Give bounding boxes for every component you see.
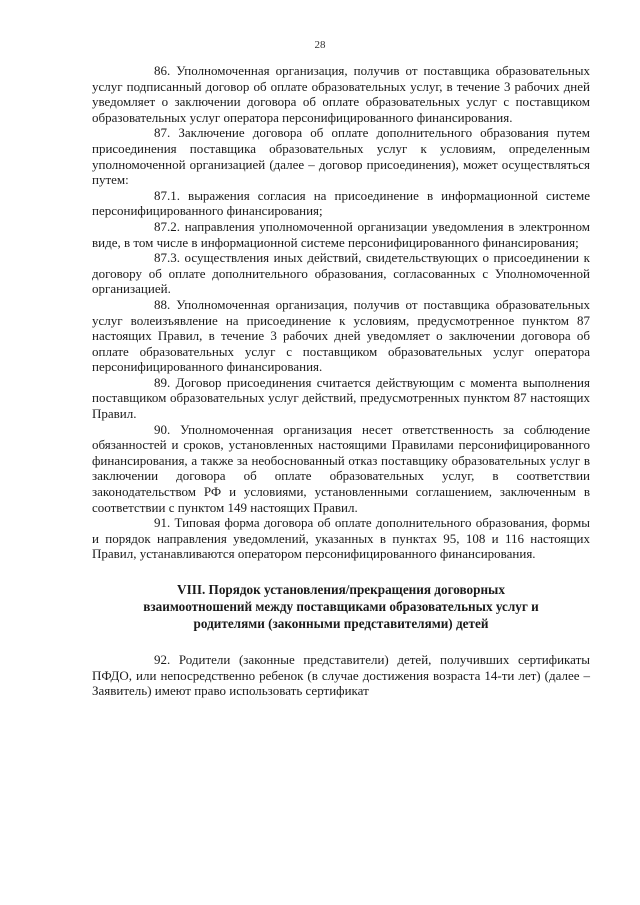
paragraph-88: 88. Уполномоченная организация, получив от поставщика образовательных услуг волеизъявление на присоединение к условиям, предусмотренное пунктом 87 настоящих Правил, в течение 3 рабочих дней уведомляет о заключении договора об оплате образовательных услуг с поставщиком образовательных услуг оператора персонифицированного финансирования. [92, 296, 590, 375]
section-heading-line-2: взаимоотношений между поставщиками образовательных услуг и [143, 599, 539, 614]
section-heading-line-1: VIII. Порядок установления/прекращения договорных [177, 582, 505, 597]
document-body [92, 63, 590, 699]
paragraph-87-3: 87.3. осуществления иных действий, свидетельствующих о присоединении к договору об оплате дополнительного образования, согласованных с Уполномоченной организацией. [92, 250, 590, 297]
paragraph-91: 91. Типовая форма договора об оплате дополнительного образования, формы и порядок направления уведомлений, указанных в пунктах 95, 108 и 116 настоящих Правил, устанавливаются оператором персонифицированного финансирования. [92, 515, 590, 562]
paragraph-87-1: 87.1. выражения согласия на присоединение в информационной системе персонифицированного финансирования; [92, 187, 590, 219]
paragraph-87-2: 87.2. направления уполномоченной организации уведомления в электронном виде, в том числе в информационной системе персонифицированного финансирования; [92, 218, 590, 250]
paragraph-87: 87. Заключение договора об оплате дополнительного образования путем присоединения поставщика образовательных услуг к условиям, определенным уполномоченной организацией (далее – договор присоединения), может осуществляться путем: [92, 125, 590, 188]
paragraph-90: 90. Уполномоченная организация несет ответственность за соблюдение обязанностей и сроков, установленных настоящими Правилами персонифицированного финансирования, а также за необоснованный отказ поставщику образовательных услуг в заключении договора об оплате образовательных услуг, в соответствии законодательством РФ и условиями, установленными соглашением, заключенным в соответствии с пунктом 149 настоящих Правил. [92, 421, 590, 515]
paragraph-92: 92. Родители (законные представители) детей, получивших сертификаты ПФДО, или непосредственно ребенок (в случае достижения возраста 14-ти лет) (далее – Заявитель) имеют право использовать сертификат [92, 652, 590, 699]
page-number: 28 [314, 39, 326, 51]
section-heading [92, 581, 590, 632]
paragraph-86: 86. Уполномоченная организация, получив от поставщика образовательных услуг подписанный договор об оплате образовательных услуг, в течение 3 рабочих дней уведомляет о заключении договора об оплате образовательных услуг с поставщиком образовательных услуг оператора персонифицированного финансирования. [92, 63, 590, 125]
paragraph-89: 89. Договор присоединения считается действующим с момента выполнения поставщиком образовательных услуг действий, предусмотренных пунктом 87 настоящих Правил. [92, 374, 590, 422]
section-heading-line-3: родителями (законными представителями) детей [193, 616, 489, 631]
